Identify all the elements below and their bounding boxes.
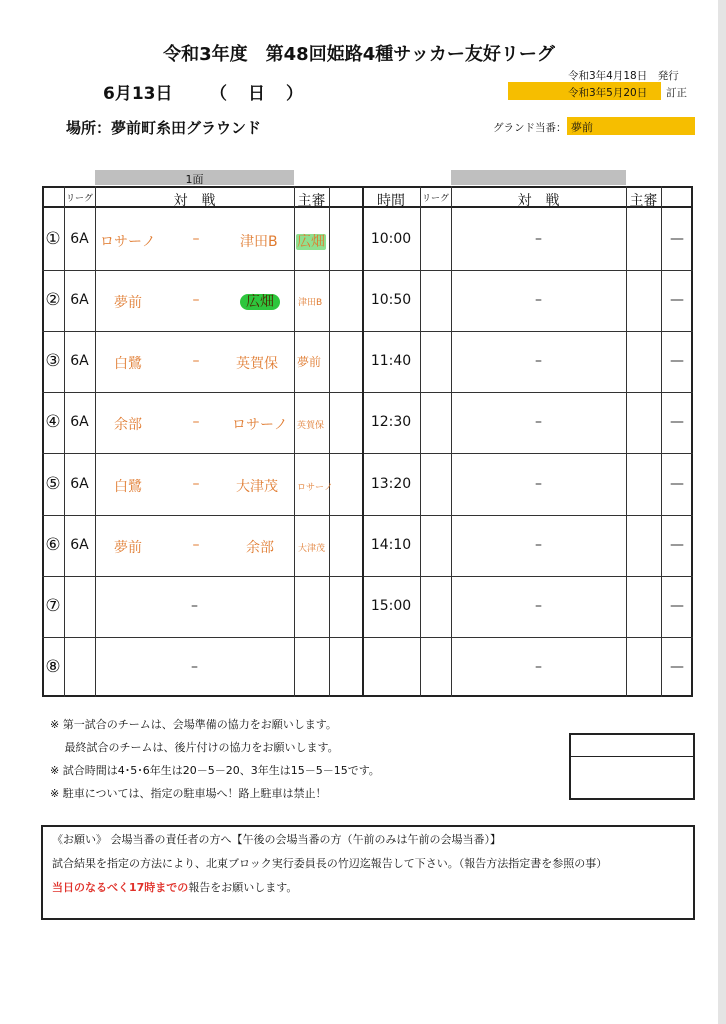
court-2-match: – [535, 598, 542, 614]
court-2-extra: — [670, 476, 684, 492]
header-league-2: リーグ [421, 194, 449, 204]
row-number: ⑦ [45, 596, 61, 616]
away-team: 広畑 [240, 294, 280, 310]
row-number: ③ [45, 351, 61, 371]
row-number: ① [45, 229, 61, 249]
court-2-match: – [535, 537, 542, 553]
court-2-extra: — [670, 353, 684, 369]
referee-team: 英賀保 [297, 421, 325, 431]
header-match-2: 対 戦 [517, 193, 560, 209]
referee-team: 津田B [298, 298, 323, 308]
match-time: 10:00 [370, 231, 412, 247]
col-divider [329, 186, 330, 697]
request-line-3 [52, 879, 297, 895]
col-divider [294, 186, 295, 697]
row-number: ④ [45, 412, 61, 432]
match-separator: – [192, 414, 200, 430]
home-team: 夢前 [114, 540, 142, 556]
referee-team: ロサーノ [297, 483, 333, 493]
match-time: 12:30 [370, 414, 412, 430]
col-divider [95, 186, 96, 697]
court-2-extra: — [670, 231, 684, 247]
header-league: リーグ [65, 194, 93, 204]
note-line: ※ 駐車については、指定の駐車場へ！路上駐車は禁止！ [50, 787, 327, 800]
match-separator: – [191, 598, 198, 614]
row-league: 6A [70, 414, 89, 430]
court-1-label: 1面 [185, 173, 204, 186]
match-separator: – [192, 476, 200, 492]
home-team: 余部 [114, 417, 142, 433]
away-team: 津田B [240, 234, 278, 250]
row-league: 6A [70, 476, 89, 492]
home-team: 白鷺 [114, 479, 142, 495]
document-title: 令和3年度 第48回姫路4種サッカー友好リーグ [163, 44, 555, 65]
court-2-extra: — [670, 659, 684, 675]
match-separator: – [192, 292, 200, 308]
match-time: 15:00 [370, 598, 412, 614]
referee-team: 夢前 [297, 355, 322, 369]
referee-team: 大津茂 [298, 544, 326, 554]
court-2-match: – [535, 353, 542, 369]
note-line: 最終試合のチームは、後片付けの協力をお願いします。 [50, 741, 339, 754]
home-team: 夢前 [114, 295, 142, 311]
court-2-extra: — [670, 537, 684, 553]
home-team: ロサーノ [100, 234, 156, 250]
stamp-box [569, 733, 695, 800]
match-separator: – [192, 231, 200, 247]
match-separator: – [192, 537, 200, 553]
col-divider [420, 186, 421, 697]
col-divider [64, 186, 65, 697]
ground-duty-value: 夢前 [571, 121, 593, 134]
referee-team: 広畑 [297, 234, 325, 250]
row-number: ② [45, 290, 61, 310]
match-time: 11:40 [370, 353, 412, 369]
note-line: ※ 第一試合のチームは、会場準備の協力をお願いします。 [50, 718, 337, 731]
court-2-extra: — [670, 598, 684, 614]
request-deadline: 当日のなるべく17時までの [52, 881, 189, 894]
col-divider [362, 186, 364, 697]
venue: 場所：夢前町糸田グラウンド [66, 119, 262, 137]
court-2-match: – [535, 231, 542, 247]
col-divider [661, 186, 662, 697]
row-divider [42, 453, 693, 454]
row-divider [42, 270, 693, 271]
match-separator: – [192, 353, 200, 369]
revision-date: 令和3年5月20日 [568, 87, 648, 99]
row-divider [42, 392, 693, 393]
row-number: ⑧ [45, 657, 61, 677]
ground-duty-label: グランド当番： [493, 122, 567, 134]
match-time: 14:10 [370, 537, 412, 553]
away-team: 余部 [246, 540, 274, 556]
row-league: 6A [70, 537, 89, 553]
issue-date: 令和3年4月18日 発行 [568, 70, 679, 82]
court-2-bar [451, 170, 626, 185]
page-edge [718, 0, 726, 1024]
header-referee: 主審 [297, 193, 326, 209]
table-frame [42, 186, 693, 697]
away-team: 英賀保 [236, 356, 278, 372]
notes [50, 713, 380, 805]
note-line: ※ 試合時間は4･5･6年生は20－5－20、3年生は15－5－15です。 [50, 764, 380, 777]
match-date: 6月13日 [103, 84, 173, 104]
revision-label: 訂正 [666, 87, 687, 99]
row-divider [42, 515, 693, 516]
request-line-1: 《お願い》 会場当番の責任者の方へ【午後の会場当番の方（午前のみは午前の会場当番）】 [52, 833, 501, 846]
row-divider [42, 637, 693, 638]
row-number: ⑤ [45, 474, 61, 494]
away-team: 大津茂 [236, 479, 278, 495]
court-2-match: – [535, 292, 542, 308]
match-separator: – [191, 659, 198, 675]
court-2-match: – [535, 476, 542, 492]
request-line-3-rest: 報告をお願いします。 [188, 881, 298, 894]
row-number: ⑥ [45, 535, 61, 555]
away-team: ロサーノ [232, 417, 288, 433]
match-time: 13:20 [370, 476, 412, 492]
stamp-box-divider [569, 756, 695, 757]
row-divider [42, 576, 693, 577]
row-league: 6A [70, 292, 89, 308]
match-time: 10:50 [370, 292, 412, 308]
row-league: 6A [70, 231, 89, 247]
court-2-extra: — [670, 414, 684, 430]
request-line-2: 試合結果を指定の方法により、北東ブロック実行委員長の竹辺迄報告して下さい。（報告方法指定書を参照の事） [52, 857, 608, 870]
header-match: 対 戦 [173, 193, 216, 209]
row-league: 6A [70, 353, 89, 369]
day-of-week: （ 日 ） [210, 84, 305, 104]
home-team: 白鷺 [114, 356, 142, 372]
court-2-match: – [535, 414, 542, 430]
header-time: 時間 [377, 193, 405, 209]
header-referee-2: 主審 [629, 193, 658, 209]
court-2-match: – [535, 659, 542, 675]
court-2-extra: — [670, 292, 684, 308]
col-divider [626, 186, 627, 697]
col-divider [451, 186, 452, 697]
row-divider [42, 331, 693, 332]
